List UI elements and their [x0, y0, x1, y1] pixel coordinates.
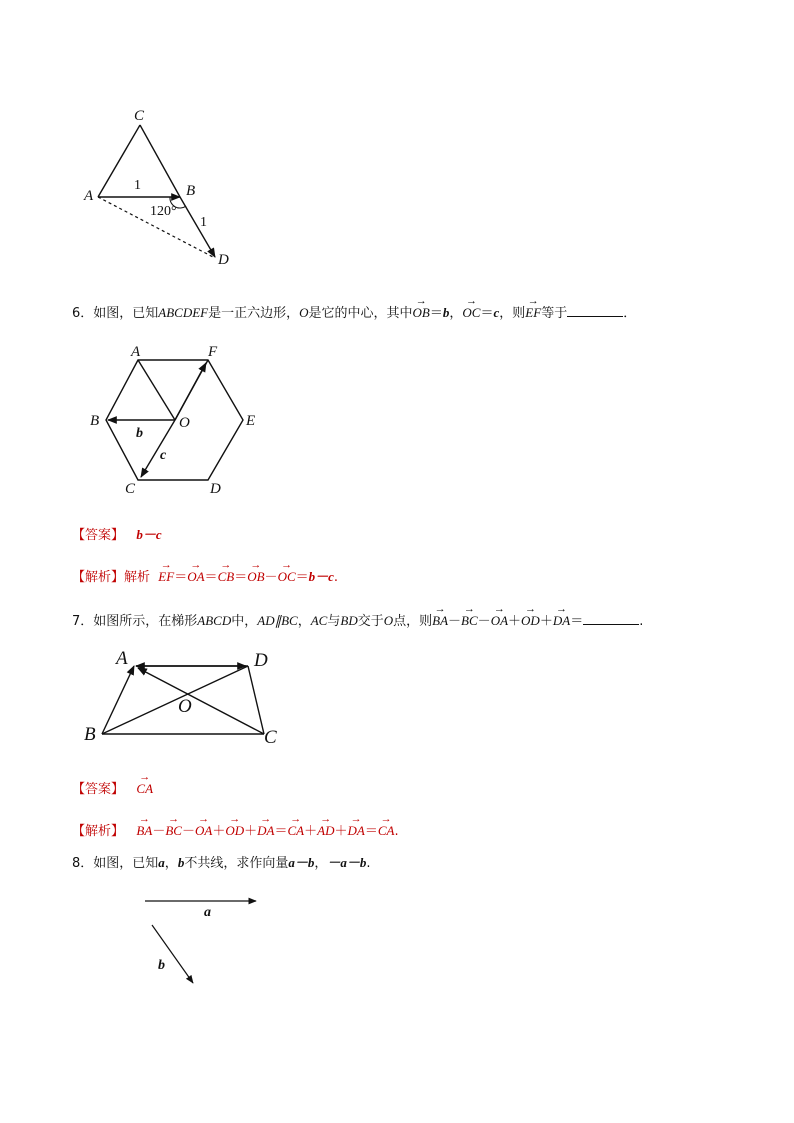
q6-answer: 【答案】 b－c [72, 527, 162, 543]
question-7: 7．如图所示，在梯形ABCD中，AD∥BC，AC与BD交于O点，则→ BA－→ BC－→ OA＋→ OD＋→ DA＝ . [72, 604, 643, 633]
length-ab: 1 [134, 178, 141, 193]
trap-label-O: O [178, 696, 192, 717]
vector-a-label: a [204, 905, 211, 920]
trap-label-D: D [254, 650, 268, 671]
hex-label-O: O [179, 415, 190, 431]
vector-ob: → OB [413, 296, 430, 324]
q6-analysis: 【解析】解析 → EF＝→ OA＝→ CB＝→ OB－→ OC＝b－c. [72, 560, 338, 589]
question-6: 6．如图，已知ABCDEF是一正六边形，O是它的中心，其中→ OB＝b，→ OC＝c，则→ EF等于 ． [72, 296, 636, 325]
answer-blank[interactable] [567, 302, 623, 317]
hex-label-A: A [131, 344, 141, 360]
hex-label-D: D [210, 481, 221, 497]
answer-blank[interactable] [583, 610, 639, 625]
trap-label-A: A [116, 648, 128, 669]
trap-label-C: C [264, 727, 277, 748]
label-A: A [84, 188, 94, 204]
trap-label-B: B [84, 724, 96, 745]
q7-answer: 【答案】 → CA [72, 772, 153, 801]
vector-b-label: b [158, 958, 165, 973]
length-bd: 1 [200, 215, 207, 230]
hex-label-B: B [90, 413, 100, 429]
q7-answer-value: → CA [136, 772, 153, 800]
hex-label-b: b [136, 426, 143, 441]
question-8: 8．如图，已知a，b不共线，求作向量a－b，－a－b. [72, 855, 371, 871]
vector-oc: → OC [462, 296, 480, 324]
hex-label-C: C [125, 481, 136, 497]
label-D: D [218, 252, 229, 268]
hex-label-F: F [208, 344, 218, 360]
angle-label: 120° [150, 204, 177, 219]
q6-answer-value: b－c [136, 527, 162, 542]
label-B: B [186, 183, 196, 199]
label-C: C [134, 108, 145, 124]
hex-label-E: E [246, 413, 256, 429]
triangle-figure [80, 105, 250, 275]
q6-number: 6． [72, 306, 94, 321]
hex-label-c: c [160, 448, 167, 463]
vector-ef: → EF [525, 296, 541, 324]
q7-analysis: 【解析】 → BA－→ BC－→ OA＋→ OD＋→ DA＝→ CA＋→ AD＋→ DA＝→ CA. [72, 814, 399, 843]
hexagon-name: ABCDEF [158, 305, 209, 320]
